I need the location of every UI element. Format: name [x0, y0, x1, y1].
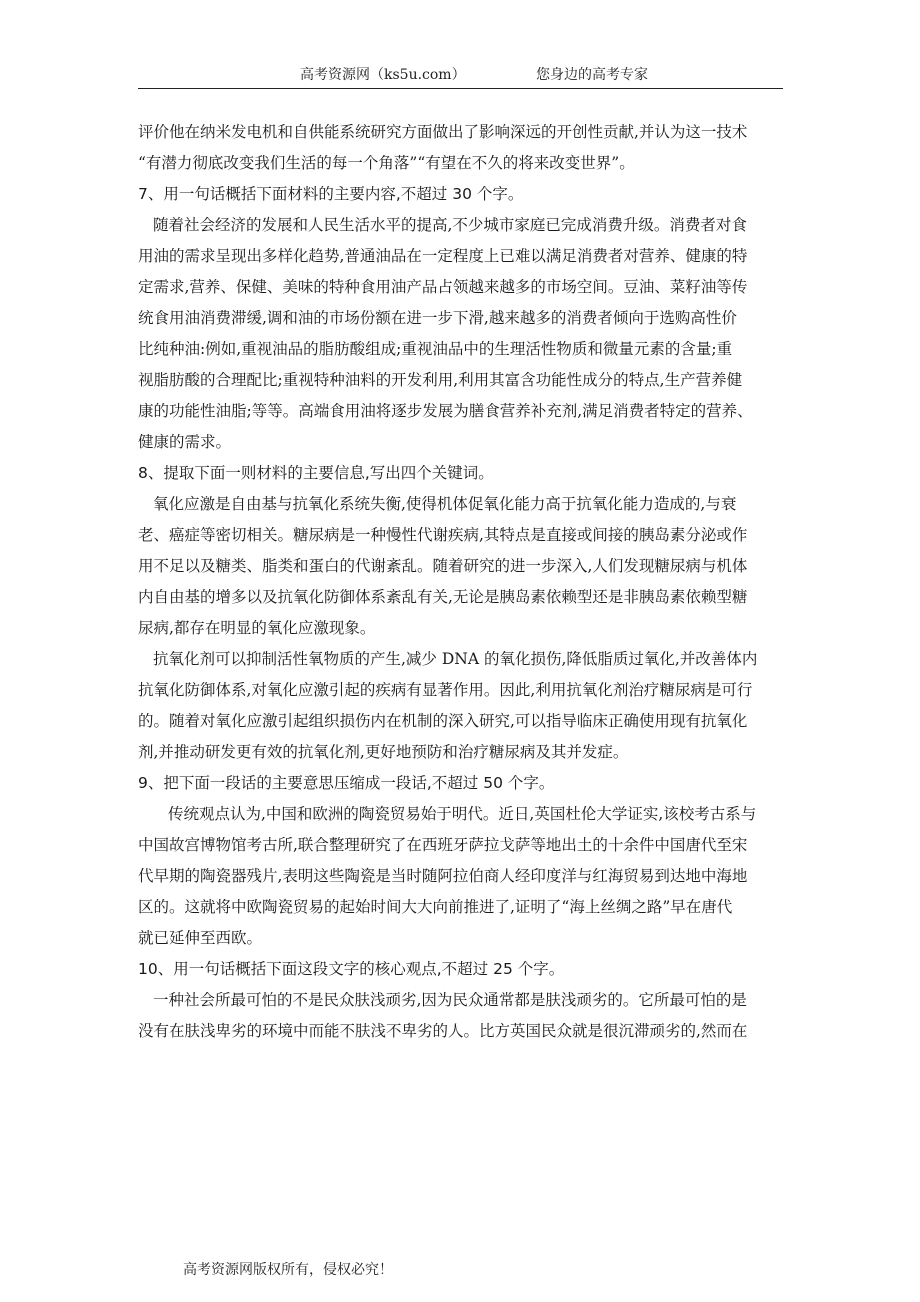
paragraph-line: 没有在肤浅卑劣的环境中而能不肤浅不卑劣的人。比方英国民众就是很沉滞顽劣的,然而在 — [138, 1022, 748, 1040]
paragraph-line: 传统观点认为,中国和欧洲的陶瓷贸易始于明代。近日,英国杜伦大学证实,该校考古系与 — [168, 805, 757, 823]
paragraph-line: 抗氧化剂可以抑制活性氧物质的产生,减少 DNA 的氧化损伤,降低脂质过氧化,并改善体内 — [153, 650, 758, 668]
question-line: 10、用一句话概括下面这段文字的核心观点,不超过 25 个字。 — [138, 960, 565, 978]
paragraph-line: 代早期的陶瓷器残片,表明这些陶瓷是当时随阿拉伯商人经印度洋与红海贸易到达地中海地 — [138, 867, 748, 885]
paragraph-line: 视脂肪酸的合理配比;重视特种油料的开发利用,利用其富含功能性成分的特点,生产营养健 — [138, 371, 743, 389]
page-header — [138, 62, 783, 89]
paragraph-line: 用不足以及糖类、脂类和蛋白的代谢紊乱。随着研究的进一步深入,人们发现糖尿病与机体 — [138, 557, 748, 575]
header-slogan: 您身边的高考专家 — [536, 67, 648, 83]
paragraph-line: 康的功能性油脂;等等。高端食用油将逐步发展为膳食营养补充剂,满足消费者特定的营养、 — [138, 402, 753, 420]
paragraph-line: “有潜力彻底改变我们生活的每一个角落”“有望在不久的将来改变世界”。 — [138, 154, 635, 172]
paragraph-line: 评价他在纳米发电机和自供能系统研究方面做出了影响深远的开创性贡献,并认为这一技术 — [138, 123, 748, 141]
paragraph-line: 用油的需求呈现出多样化趋势,普通油品在一定程度上已难以满足消费者对营养、健康的特 — [138, 247, 748, 265]
header-site-name: 高考资源网（ks5u.com） — [300, 67, 466, 83]
page-footer: 高考资源网版权所有，侵权必究！ — [183, 1262, 393, 1278]
question-line: 8、提取下面一则材料的主要信息,写出四个关键词。 — [138, 464, 494, 482]
paragraph-line: 尿病,都存在明显的氧化应激现象。 — [138, 619, 376, 637]
paragraph-line: 氧化应激是自由基与抗氧化系统失衡,使得机体促氧化能力高于抗氧化能力造成的,与衰 — [153, 495, 737, 513]
paragraph-line: 比纯种油:例如,重视油品的脂肪酸组成;重视油品中的生理活性物质和微量元素的含量;重 — [138, 340, 733, 358]
paragraph-line: 区的。这就将中欧陶瓷贸易的起始时间大大向前推进了,证明了“海上丝绸之路”早在唐代 — [138, 898, 733, 916]
paragraph-line: 健康的需求。 — [138, 433, 232, 451]
paragraph-line: 剂,并推动研发更有效的抗氧化剂,更好地预防和治疗糖尿病及其并发症。 — [138, 743, 629, 761]
paragraph-line: 一种社会所最可怕的不是民众肤浅顽劣,因为民众通常都是肤浅顽劣的。它所最可怕的是 — [153, 991, 747, 1009]
question-line: 9、把下面一段话的主要意思压缩成一段话,不超过 50 个字。 — [138, 774, 555, 792]
paragraph-line: 老、癌症等密切相关。糖尿病是一种慢性代谢疾病,其特点是直接或间接的胰岛素分泌或作 — [138, 526, 748, 544]
document-body — [138, 117, 783, 1047]
paragraph-line: 内自由基的增多以及抗氧化防御体系紊乱有关,无论是胰岛素依赖型还是非胰岛素依赖型糖 — [138, 588, 748, 606]
question-line: 7、用一句话概括下面材料的主要内容,不超过 30 个字。 — [138, 185, 524, 203]
paragraph-line: 抗氧化防御体系,对氧化应激引起的疾病有显著作用。因此,利用抗氧化剂治疗糖尿病是可行 — [138, 681, 753, 699]
paragraph-line: 的。随着对氧化应激引起组织损伤内在机制的深入研究,可以指导临床正确使用现有抗氧化 — [138, 712, 748, 730]
paragraph-line: 中国故宫博物馆考古所,联合整理研究了在西班牙萨拉戈萨等地出土的十余件中国唐代至宋 — [138, 836, 748, 854]
paragraph-line: 就已延伸至西欧。 — [138, 929, 263, 947]
paragraph-line: 定需求,营养、保健、美味的特种食用油产品占领越来越多的市场空间。豆油、菜籽油等传 — [138, 278, 748, 296]
paragraph-line: 随着社会经济的发展和人民生活水平的提高,不少城市家庭已完成消费升级。消费者对食 — [153, 216, 747, 234]
paragraph-line: 统食用油消费滞缓,调和油的市场份额在进一步下滑,越来越多的消费者倾向于选购高性价 — [138, 309, 737, 327]
